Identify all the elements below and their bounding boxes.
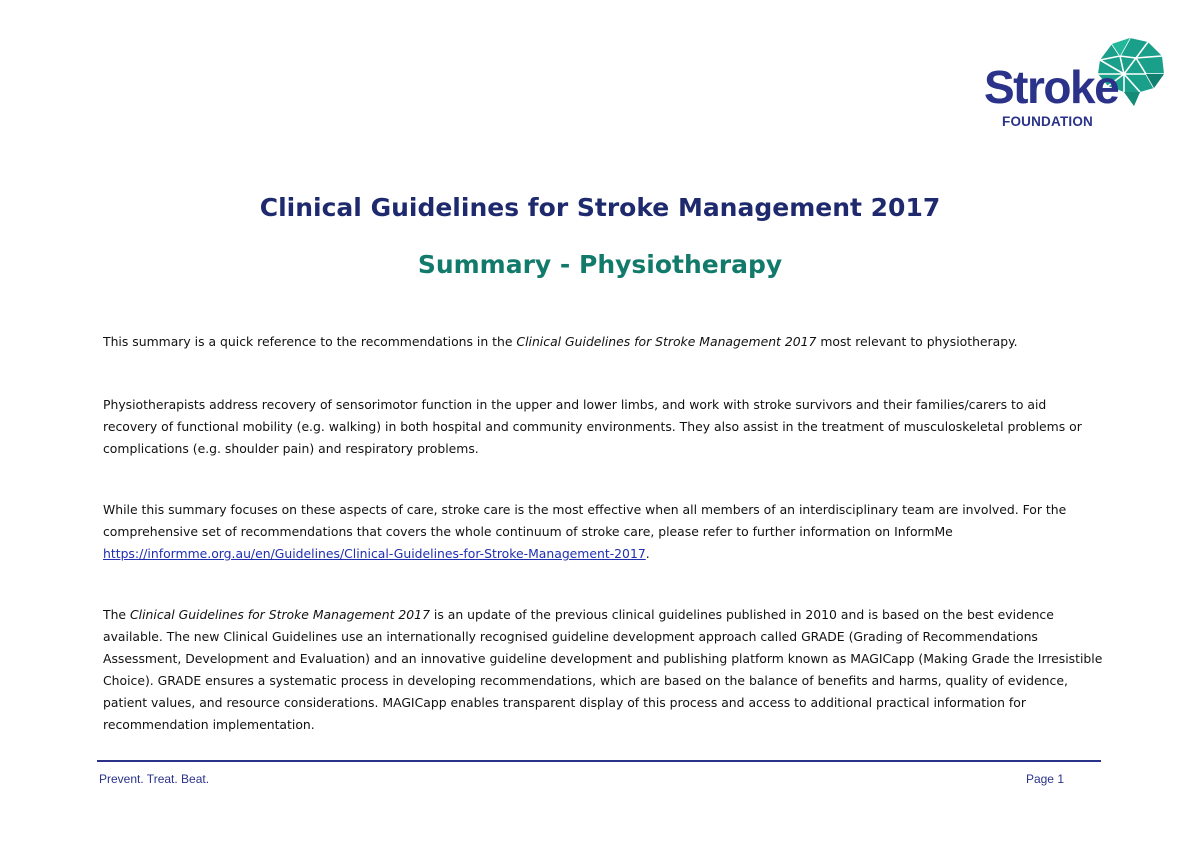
footer-tagline: Prevent. Treat. Beat.: [99, 772, 210, 786]
intro-text-pre: This summary is a quick reference to the recommendations in the: [103, 334, 517, 349]
page-number: Page 1: [1025, 772, 1064, 786]
physiotherapy-role-paragraph: Physiotherapists address recovery of sensorimotor function in the upper and lower limbs, and work with stroke survivors and their families/carers to aid recovery of functional mobility (e.g. walking) in both hospital and community environments. They also assist in the treatment of musculoskeletal problems or complications (e.g. shoulder pain) and respiratory problems.: [103, 397, 1082, 456]
logo-subtext: FOUNDATION: [1002, 114, 1093, 129]
guideline-title-italic-2: Clinical Guidelines for Stroke Management 2017: [129, 607, 430, 622]
interdisciplinary-end: .: [645, 546, 650, 561]
interdisciplinary-text: While this summary focuses on these aspects of care, stroke care is the most effective when all members of an interdisciplinary team are involved. For the comprehensive set of recommendations that covers the whole continuum of stroke care, please refer to further information on InformMe: [103, 502, 1067, 539]
document-subtitle: Summary - Physiotherapy: [417, 250, 783, 279]
footer-divider: [97, 760, 1101, 762]
document-title: Clinical Guidelines for Stroke Management 2017: [259, 193, 941, 222]
grade-paragraph: [103, 604, 1103, 736]
interdisciplinary-paragraph: [103, 499, 1103, 565]
guideline-title-italic: Clinical Guidelines for Stroke Management 2017: [516, 334, 817, 349]
stroke-foundation-logo: [984, 36, 1166, 132]
informme-link[interactable]: https://informme.org.au/en/Guidelines/Clinical-Guidelines-for-Stroke-Management-2017: [103, 546, 646, 561]
intro-text-post: most relevant to physiotherapy.: [816, 334, 1018, 349]
logo-wordmark: Stroke: [984, 61, 1119, 113]
grade-text-post: is an update of the previous clinical guidelines published in 2010 and is based on the best evidence available. The new Clinical Guidelines use an internationally recognised guideline development approach called GRADE (Grading of Recommendations Assessment, Development and Evaluation) and an innovative guideline development and publishing platform known as MAGICapp (Making Grade the Irresistible Choice). GRADE ensures a systematic process in developing recommendations, which are based on the balance of benefits and harms, quality of evidence, patient values, and resource considerations. MAGICapp enables transparent display of this process and access to additional practical information for recommendation implementation.: [103, 607, 1103, 732]
intro-paragraph: [103, 331, 1103, 353]
grade-text-pre: The: [103, 607, 130, 622]
